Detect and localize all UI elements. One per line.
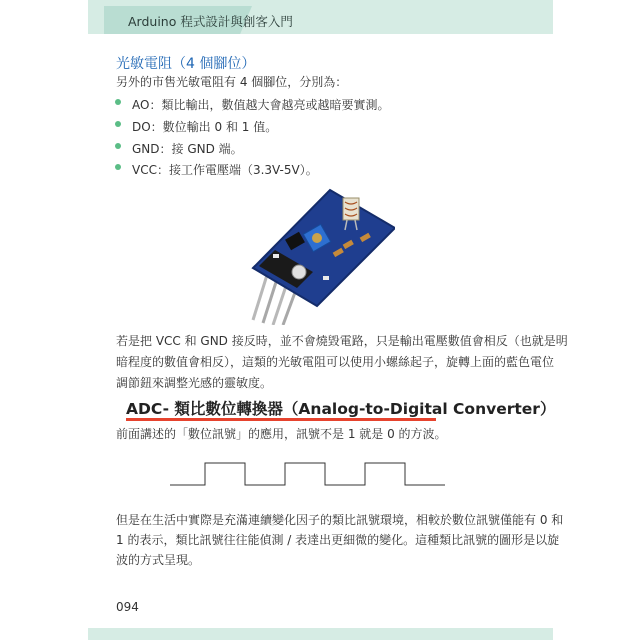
adc-intro: 前面講述的「數位訊號」的應用，訊號不是 1 就是 0 的方波。 xyxy=(116,427,447,441)
adc-heading: ADC- 類比數位轉換器（Analog-to-Digital Converter） xyxy=(126,400,556,418)
list-item xyxy=(132,96,389,113)
pin-text: VCC：接工作電壓端（3.3V-5V）。 xyxy=(132,163,318,177)
section-title: 光敏電阻（4 個腳位） xyxy=(116,56,256,72)
square-wave-line xyxy=(170,463,445,485)
intro-text: 另外的市售光敏電阻有 4 個腳位，分別為： xyxy=(116,75,348,89)
heading-underline xyxy=(126,418,436,421)
warning-line-3: 調節鈕來調整光感的靈敏度。 xyxy=(116,376,273,390)
mount-hole-icon xyxy=(292,265,306,279)
led-icon xyxy=(323,276,329,280)
list-item xyxy=(132,140,243,157)
bullet-icon xyxy=(115,143,121,149)
adc-body-line-3: 波的方式呈現。 xyxy=(116,553,201,567)
book-title: Arduino 程式設計與創客入門 xyxy=(128,14,293,29)
photoresistor-icon xyxy=(343,198,359,220)
adc-body-line-2: 1 的表示，類比訊號往往能偵測 / 表達出更細微的變化。這種類比訊號的圖形是以旋 xyxy=(116,533,560,547)
warning-line-2: 暗程度的數值會相反），這類的光敏電阻可以使用小螺絲起子，旋轉上面的藍色電位 xyxy=(116,355,555,369)
pin-text: AO：類比輸出，數值越大會越亮或越暗要實測。 xyxy=(132,98,390,112)
square-wave-diagram xyxy=(170,460,445,488)
bullet-icon xyxy=(115,121,121,127)
adc-body-line-1: 但是在生活中實際是充滿連續變化因子的類比訊號環境，相較於數位訊號僅能有 0 和 xyxy=(116,513,564,527)
footer-band xyxy=(88,628,553,640)
warning-line-1: 若是把 VCC 和 GND 接反時，並不會燒毀電路，只是輸出電壓數值會相反（也就是明 xyxy=(116,334,568,348)
list-item xyxy=(132,118,277,135)
pin-text: GND：接 GND 端。 xyxy=(132,142,243,156)
light-sensor-module-photo xyxy=(245,180,395,325)
led-icon xyxy=(273,254,279,258)
potentiometer-screw-icon xyxy=(312,233,322,243)
list-item xyxy=(132,161,318,178)
bullet-icon xyxy=(115,99,121,105)
page-number: 094 xyxy=(116,600,139,614)
bullet-icon xyxy=(115,164,121,170)
pin-text: DO：數位輸出 0 和 1 值。 xyxy=(132,120,278,134)
